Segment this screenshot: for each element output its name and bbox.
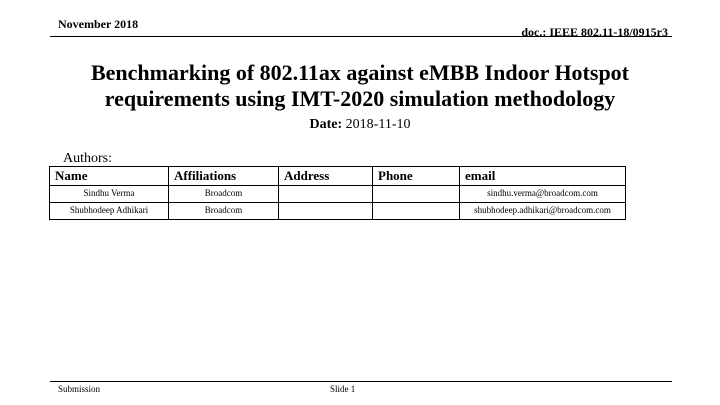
column-header-affiliations: Affiliations — [169, 167, 279, 186]
header-doc-id: doc.: IEEE 802.11-18/0915r3 — [521, 25, 668, 39]
author-affiliation: Broadcom — [169, 186, 279, 203]
header-divider — [50, 36, 672, 37]
author-address — [279, 203, 373, 220]
title-line-1: Benchmarking of 802.11ax against eMBB Indoor Hotspot — [90, 60, 630, 85]
column-header-address: Address — [279, 167, 373, 186]
slide-number: Slide 1 — [330, 384, 356, 394]
author-email: sindhu.verma@broadcom.com — [460, 186, 626, 203]
footer-divider — [50, 381, 672, 382]
date-label: Date: — [309, 117, 343, 132]
slide-title — [40, 60, 680, 112]
authors-label: Authors: — [63, 151, 112, 166]
column-header-phone: Phone — [373, 167, 460, 186]
author-name: Shubhodeep Adhikari — [50, 203, 169, 220]
author-affiliation: Broadcom — [169, 203, 279, 220]
author-email: shubhodeep.adhikari@broadcom.com — [460, 203, 626, 220]
date-line — [0, 117, 720, 133]
author-phone — [373, 203, 460, 220]
authors-header-row — [50, 167, 626, 186]
footer-submission: Submission — [58, 384, 101, 394]
title-line-2: requirements using IMT-2020 simulation methodology — [104, 86, 616, 111]
author-phone — [373, 186, 460, 203]
author-name: Sindhu Verma — [50, 186, 169, 203]
table-row — [50, 203, 626, 220]
column-header-name: Name — [50, 167, 169, 186]
header-date: November 2018 — [58, 17, 139, 31]
authors-table — [49, 166, 626, 220]
table-row — [50, 186, 626, 203]
date-value: 2018-11-10 — [345, 117, 411, 132]
column-header-email: email — [460, 167, 626, 186]
author-address — [279, 186, 373, 203]
